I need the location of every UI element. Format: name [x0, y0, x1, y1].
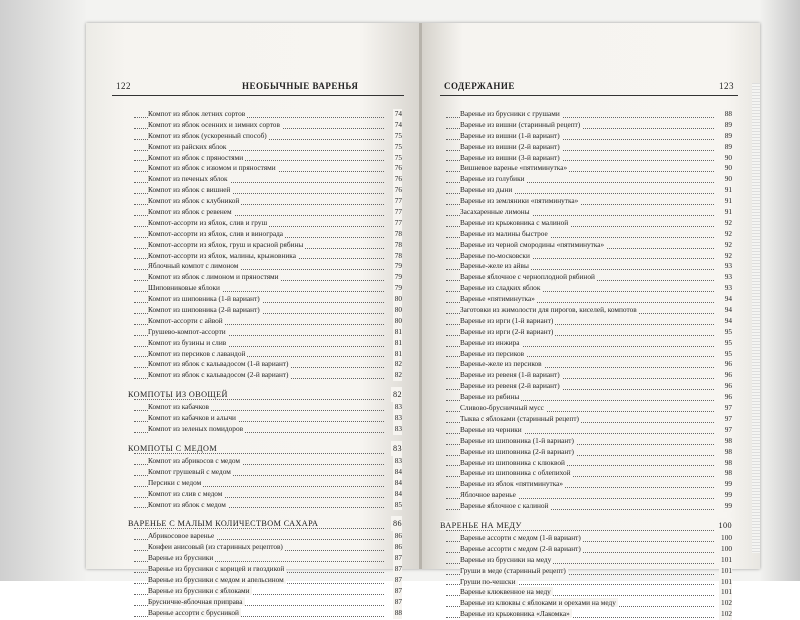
toc-entry	[446, 587, 732, 598]
toc-entry-page: 95	[724, 337, 732, 347]
toc-entry	[446, 392, 732, 403]
toc-entry-page: 102	[721, 598, 732, 608]
toc-entry-title: Варенье-желе из персиков	[460, 359, 542, 369]
toc-entry-title: Груши по-чешски	[460, 576, 516, 586]
toc-entry-page: 100	[721, 543, 732, 553]
toc-entry	[446, 479, 732, 490]
toc-entry	[134, 316, 402, 327]
toc-entry-page: 83	[394, 402, 402, 412]
toc-entry-page: 98	[724, 457, 732, 467]
toc-entry	[446, 261, 732, 272]
toc-entry-title: Варенье из инжира	[460, 337, 520, 347]
toc-entry-page: 86	[394, 542, 402, 552]
toc-entry	[134, 500, 402, 511]
toc-entry-title: Варенье из черной смородины «пятиминутка»	[460, 239, 605, 249]
toc-entry-page: 89	[724, 130, 732, 140]
open-book	[86, 23, 760, 619]
toc-entry-title: Варенье клюквенное на меду	[460, 587, 551, 597]
toc-entry-title: Варенье «пятиминутка»	[460, 294, 535, 304]
toc-entry	[134, 109, 402, 120]
toc-entry-title: Засахаренные лимоны	[460, 207, 530, 217]
toc-entry-title: Варенье из вишни (3-й вариант)	[460, 152, 560, 162]
toc-entry-page: 78	[394, 239, 402, 249]
toc-entry	[134, 586, 402, 597]
toc-entry-title: Яблочный компот с лимоном	[148, 261, 239, 271]
toc-entry-page: 80	[394, 315, 402, 325]
toc-entry-page: 101	[721, 587, 732, 597]
toc-entry-title: Компот из кабачков	[148, 402, 209, 412]
toc-entry-page: 98	[724, 446, 732, 456]
toc-entry-page: 81	[394, 326, 402, 336]
toc-entry-title: Варенье из рябины	[460, 392, 520, 402]
toc-entry	[134, 218, 402, 229]
toc-entry-title: Варенье-желе из айвы	[460, 261, 529, 271]
toc-entry	[134, 553, 402, 564]
toc-entry-page: 77	[394, 217, 402, 227]
toc-entry-title: Варенье из персиков	[460, 348, 525, 358]
toc-entry-title: Вишневое варенье «пятиминутка»	[460, 163, 568, 173]
toc-entry-page: 76	[394, 174, 402, 184]
toc-entry	[446, 414, 732, 425]
toc-entry-title: Варенье из сладких яблок	[460, 283, 541, 293]
toc-entry-page: 87	[394, 596, 402, 606]
toc-entry-title: Компот из яблок осенних и зимних сортов	[148, 119, 280, 129]
toc-entry	[134, 261, 402, 272]
toc-entry	[446, 359, 732, 370]
toc-entry	[446, 120, 732, 131]
toc-entry-page: 99	[724, 479, 732, 489]
toc-entry-page: 95	[724, 326, 732, 336]
toc-entry	[134, 229, 402, 240]
toc-entry-page: 98	[724, 468, 732, 478]
toc-entry	[446, 555, 732, 566]
toc-entry-page: 82	[394, 370, 402, 380]
toc-entry-title: Компот из шиповника (1-й вариант)	[148, 294, 260, 304]
toc-entry-title: Компот из зеленых помидоров	[148, 424, 244, 434]
toc-entry-title: Сливово-брусничный мусс	[460, 403, 544, 413]
toc-entry-page: 92	[724, 217, 732, 227]
toc-entry	[446, 316, 732, 327]
toc-entry-title: Компот из яблок с медом	[148, 499, 226, 509]
right-page-number: 123	[719, 81, 734, 91]
toc-entry-title: Компот из яблок с лимоном и пряностями	[148, 272, 279, 282]
toc-entry	[134, 305, 402, 316]
toc-entry	[446, 381, 732, 392]
toc-entry-page: 82	[391, 387, 402, 402]
toc-entry-title: Компот из яблок с кальвадосом (1-й вариант)	[148, 359, 289, 369]
toc-entry	[134, 597, 402, 608]
right-running-title: СОДЕРЖАНИЕ	[444, 81, 515, 91]
toc-section-heading	[128, 516, 402, 531]
toc-entry	[134, 424, 402, 435]
toc-entry-page: 77	[394, 196, 402, 206]
toc-entry-page: 96	[724, 359, 732, 369]
toc-entry	[446, 229, 732, 240]
toc-entry	[446, 436, 732, 447]
toc-entry	[446, 185, 732, 196]
toc-entry	[446, 577, 732, 588]
toc-entry-page: 96	[724, 381, 732, 391]
toc-entry	[446, 349, 732, 360]
toc-entry-page: 97	[724, 424, 732, 434]
toc-entry	[134, 131, 402, 142]
toc-entry-page: 100	[721, 532, 732, 542]
toc-entry-page: 91	[724, 207, 732, 217]
toc-entry	[446, 544, 732, 555]
toc-entry-title: Варенье из брусники с грушами	[460, 109, 560, 118]
toc-entry-page: 84	[394, 488, 402, 498]
toc-entry-page: 82	[394, 359, 402, 369]
toc-entry-title: Варенье из брусники	[148, 553, 214, 563]
toc-entry-page: 83	[394, 424, 402, 434]
toc-entry-title: Варенье из клюквы с яблоками и орехами на меду	[460, 598, 616, 608]
toc-entry-title: Варенье из вишни (1-й вариант)	[460, 130, 560, 140]
toc-entry-page: 77	[394, 207, 402, 217]
toc-entry	[446, 403, 732, 414]
toc-entry-page: 75	[394, 152, 402, 162]
toc-entry-title: Компот из яблок летних сортов	[148, 109, 246, 118]
toc-entry-page: 90	[724, 152, 732, 162]
toc-entry-page: 76	[394, 185, 402, 195]
scan-shadow-right	[760, 0, 800, 581]
toc-entry	[134, 489, 402, 500]
toc-entry	[446, 131, 732, 142]
toc-entry-title: Компот из яблок с изюмом и пряностями	[148, 163, 276, 173]
toc-entry-title: Варенье из ирги (2-й вариант)	[460, 326, 554, 336]
toc-entry-title: Компот-ассорти с айвой	[148, 315, 223, 325]
toc-entry	[446, 142, 732, 153]
toc-entry	[134, 207, 402, 218]
toc-section-heading	[128, 441, 402, 456]
toc-entry	[134, 370, 402, 381]
toc-entry-title: Брусничне-яблочная приправа	[148, 596, 243, 606]
toc-entry-title: Абрикосовое варенье	[148, 531, 215, 541]
toc-entry-page: 90	[724, 163, 732, 173]
toc-entry-page: 87	[394, 553, 402, 563]
toc-entry-page: 80	[394, 294, 402, 304]
toc-entry-title: Заготовки из жимолости для пирогов, киселей, компотов	[460, 305, 637, 315]
toc-entry-title: Варенье из крыжовника с малиной	[460, 217, 569, 227]
toc-entry-title: Компот грушевый с медом	[148, 466, 231, 476]
left-page-header	[112, 81, 404, 96]
toc-entry	[134, 456, 402, 467]
left-page-number: 122	[116, 81, 131, 91]
toc-entry	[446, 533, 732, 544]
toc-entry-title: Компот-ассорти из яблок, слив и винограда	[148, 228, 284, 238]
toc-entry-title: Компот-ассорти из яблок, груш и красной рябины	[148, 239, 304, 249]
toc-entry	[134, 338, 402, 349]
toc-entry-page: 74	[394, 119, 402, 129]
toc-entry	[446, 109, 732, 120]
toc-entry-title: Компот из абрикосов с медом	[148, 455, 241, 465]
toc-entry	[446, 163, 732, 174]
toc-entry	[446, 153, 732, 164]
toc-entry-title: КОМПОТЫ ИЗ ОВОЩЕЙ	[128, 390, 228, 400]
toc-entry	[446, 174, 732, 185]
toc-entry-page: 75	[394, 130, 402, 140]
toc-entry-page: 89	[724, 141, 732, 151]
toc-entry-title: Груши в меде (старинный рецепт)	[460, 565, 566, 575]
toc-entry-page: 101	[721, 565, 732, 575]
toc-entry-title: Яблочное варенье	[460, 490, 516, 500]
toc-entry-title: Варенье из брусники с яблоками	[148, 585, 250, 595]
left-toc-list	[128, 109, 402, 619]
toc-entry-title: Компот из яблок (ускоренный способ)	[148, 130, 267, 140]
toc-entry-title: Варенье из яблок «пятиминутка»	[460, 479, 564, 489]
toc-entry-page: 88	[724, 109, 732, 118]
toc-entry-page: 92	[724, 250, 732, 260]
toc-entry-title: Варенье из брусники на меду	[460, 554, 552, 564]
toc-entry-title: Компот из слив с медом	[148, 488, 223, 498]
toc-entry	[446, 218, 732, 229]
toc-entry-title: Компот из печеных яблок	[148, 174, 228, 184]
toc-entry-title: Компот из яблок с кальвадосом (2-й вариант)	[148, 370, 289, 380]
toc-entry-page: 94	[724, 315, 732, 325]
toc-entry-page: 100	[717, 518, 732, 533]
toc-entry-page: 93	[724, 283, 732, 293]
toc-entry-title: Компот из бузины и слив	[148, 337, 227, 347]
toc-entry-page: 83	[394, 455, 402, 465]
toc-entry	[446, 294, 732, 305]
toc-entry-page: 78	[394, 250, 402, 260]
toc-entry	[134, 608, 402, 619]
toc-entry-title: Варенье из вишни (2-й вариант)	[460, 141, 560, 151]
toc-entry	[134, 185, 402, 196]
toc-entry	[446, 272, 732, 283]
toc-entry-page: 91	[724, 185, 732, 195]
toc-entry-title: Варенье из брусники с корицей и гвоздикой	[148, 564, 285, 574]
toc-entry-title: Компот из яблок с ревенем	[148, 207, 232, 217]
left-running-title: НЕОБЫЧНЫЕ ВАРЕНЬЯ	[242, 81, 359, 91]
toc-entry	[134, 413, 402, 424]
toc-entry-title: Шиповниковые яблоки	[148, 283, 220, 293]
toc-entry-page: 93	[724, 272, 732, 282]
toc-entry-page: 76	[394, 163, 402, 173]
toc-entry-page: 101	[721, 576, 732, 586]
scan-shadow-left	[0, 0, 86, 581]
toc-entry-title: Компот из яблок с вишней	[148, 185, 231, 195]
toc-entry	[134, 163, 402, 174]
toc-entry	[446, 598, 732, 609]
toc-entry-page: 84	[394, 466, 402, 476]
toc-entry-title: Варенье яблочное с калиной	[460, 501, 549, 511]
toc-entry-title: Варенье ассорти с медом (2-й вариант)	[460, 543, 581, 553]
toc-entry-page: 97	[724, 403, 732, 413]
toc-entry-title: Компот-ассорти из яблок, малины, крыжовника	[148, 250, 296, 260]
toc-entry-title: Варенье из ирги (1-й вариант)	[460, 315, 554, 325]
toc-entry-page: 85	[394, 499, 402, 509]
toc-entry-title: Компот-ассорти из яблок, слив и груш	[148, 217, 268, 227]
left-page	[86, 23, 420, 617]
toc-entry	[134, 120, 402, 131]
toc-entry-page: 80	[394, 305, 402, 315]
toc-entry-title: Варенье из брусники с медом и апельсином	[148, 574, 284, 584]
toc-entry	[134, 283, 402, 294]
toc-entry-title: ВАРЕНЬЕ НА МЕДУ	[440, 520, 522, 530]
toc-entry-title: Варенье яблочное с черноплодной рябиной	[460, 272, 595, 282]
toc-entry-page: 92	[724, 239, 732, 249]
toc-entry-page: 83	[391, 441, 402, 456]
toc-entry	[134, 478, 402, 489]
toc-entry	[446, 447, 732, 458]
toc-entry	[446, 251, 732, 262]
toc-entry-page: 102	[721, 609, 732, 619]
toc-entry-title: Конфеи анисовый (из старинных рецептов)	[148, 542, 283, 552]
toc-entry-title: Компот из кабачков и алычи	[148, 413, 236, 423]
toc-entry-page: 86	[391, 516, 402, 531]
toc-entry-title: Варенье из голубики	[460, 174, 525, 184]
toc-entry	[446, 501, 732, 512]
toc-entry	[446, 196, 732, 207]
toc-entry-title: Варенье из шиповника (1-й вариант)	[460, 435, 574, 445]
toc-entry-page: 97	[724, 413, 732, 423]
toc-entry-title: Компот из яблок с пряностями	[148, 152, 244, 162]
toc-entry-page: 101	[721, 554, 732, 564]
toc-entry	[446, 566, 732, 577]
toc-entry-page: 91	[724, 196, 732, 206]
toc-entry-title: Варенье из шиповника с клюквой	[460, 457, 565, 467]
toc-entry	[134, 196, 402, 207]
toc-entry-title: Грушево-компот-ассорти	[148, 326, 226, 336]
toc-entry-title: Варенье из шиповника с облепихой	[460, 468, 571, 478]
toc-entry-title: Тыква с яблоками (старинный рецепт)	[460, 413, 579, 423]
toc-entry	[134, 564, 402, 575]
toc-entry	[134, 251, 402, 262]
toc-entry-page: 99	[724, 501, 732, 511]
toc-entry-page: 84	[394, 477, 402, 487]
toc-entry	[134, 294, 402, 305]
toc-entry	[134, 402, 402, 413]
toc-entry-page: 83	[394, 413, 402, 423]
toc-entry-page: 78	[394, 228, 402, 238]
toc-entry	[446, 283, 732, 294]
toc-entry-page: 79	[394, 283, 402, 293]
toc-entry-page: 96	[724, 392, 732, 402]
toc-entry	[446, 370, 732, 381]
toc-entry	[134, 153, 402, 164]
toc-entry-title: Компот из шиповника (2-й вариант)	[148, 305, 260, 315]
toc-entry-page: 87	[394, 564, 402, 574]
toc-entry	[446, 468, 732, 479]
toc-entry	[446, 609, 732, 620]
toc-entry-title: Персики с медом	[148, 477, 202, 487]
toc-entry	[446, 425, 732, 436]
toc-entry	[134, 542, 402, 553]
toc-entry-title: Варенье из ревеня (1-й вариант)	[460, 370, 560, 380]
toc-entry-title: Варенье из дыни	[460, 185, 513, 195]
toc-entry-page: 81	[394, 337, 402, 347]
toc-entry-title: Варенье ассорти с брусникой	[148, 607, 239, 617]
toc-entry-page: 96	[724, 370, 732, 380]
toc-entry	[134, 349, 402, 360]
toc-section-heading	[128, 387, 402, 402]
toc-entry-page: 99	[724, 490, 732, 500]
toc-entry-page: 75	[394, 141, 402, 151]
toc-entry	[446, 490, 732, 501]
toc-entry-page: 74	[394, 109, 402, 118]
toc-entry-page: 87	[394, 574, 402, 584]
toc-entry-title: Варенье из шиповника (2-й вариант)	[460, 446, 574, 456]
right-page	[422, 23, 760, 619]
toc-entry	[446, 240, 732, 251]
toc-entry	[134, 467, 402, 478]
right-page-header	[440, 81, 738, 96]
toc-entry-title: Варенье из черники	[460, 424, 522, 434]
toc-entry	[134, 142, 402, 153]
toc-entry-page: 94	[724, 305, 732, 315]
toc-entry	[134, 240, 402, 251]
toc-entry	[134, 272, 402, 283]
toc-entry-page: 94	[724, 294, 732, 304]
toc-entry-title: ВАРЕНЬЕ С МАЛЫМ КОЛИЧЕСТВОМ САХАРА	[128, 519, 319, 529]
toc-section-heading	[440, 518, 732, 533]
toc-entry-title: КОМПОТЫ С МЕДОМ	[128, 443, 218, 453]
toc-entry-page: 92	[724, 228, 732, 238]
toc-entry-page: 88	[394, 607, 402, 617]
page-edges	[752, 83, 760, 553]
toc-entry-page: 79	[394, 272, 402, 282]
toc-entry	[446, 338, 732, 349]
toc-entry-page: 81	[394, 348, 402, 358]
toc-entry-title: Компот из персиков с лавандой	[148, 348, 246, 358]
toc-entry-page: 95	[724, 348, 732, 358]
toc-entry	[446, 327, 732, 338]
toc-entry	[446, 305, 732, 316]
toc-entry	[134, 575, 402, 586]
toc-entry-title: Варенье из крыжовника «Лакомка»	[460, 609, 570, 619]
toc-entry-title: Компот из яблок с клубникой	[148, 196, 240, 206]
toc-entry	[134, 359, 402, 370]
toc-entry-page: 93	[724, 261, 732, 271]
toc-entry-page: 98	[724, 435, 732, 445]
toc-entry-title: Варенье из малины быстрое	[460, 228, 548, 238]
toc-entry-page: 79	[394, 261, 402, 271]
toc-entry-page: 86	[394, 531, 402, 541]
toc-entry	[446, 458, 732, 469]
toc-entry-page: 87	[394, 585, 402, 595]
toc-entry-page: 89	[724, 119, 732, 129]
toc-entry	[134, 327, 402, 338]
toc-entry-title: Варенье из ревеня (2-й вариант)	[460, 381, 560, 391]
toc-entry-page: 90	[724, 174, 732, 184]
toc-entry-title: Компот из райских яблок	[148, 141, 227, 151]
toc-entry-title: Варенье из земляники «пятиминутка»	[460, 196, 579, 206]
toc-entry-title: Варенье по-московски	[460, 250, 530, 260]
toc-entry-title: Варенье ассорти с медом (1-й вариант)	[460, 532, 581, 542]
toc-entry	[134, 531, 402, 542]
toc-entry	[446, 207, 732, 218]
right-toc-list	[440, 109, 732, 620]
toc-entry-title: Варенье из вишни (старинный рецепт)	[460, 119, 581, 129]
toc-entry	[134, 174, 402, 185]
